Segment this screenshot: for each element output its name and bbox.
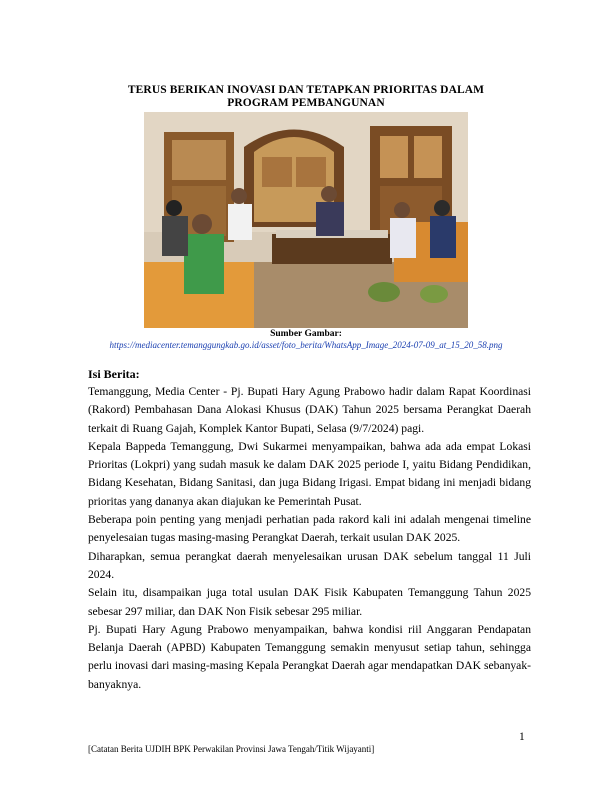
title-line-2: PROGRAM PEMBANGUNAN: [227, 97, 385, 109]
article-body: [88, 383, 531, 694]
section-heading: Isi Berita:: [88, 367, 140, 381]
caption-source-link[interactable]: https://mediacenter.temanggungkab.go.id/asset/foto_berita/WhatsApp_Image_2024-07-09_at_15_20_58.png: [109, 340, 503, 350]
paragraph-1: Temanggung, Media Center - Pj. Bupati Hary Agung Prabowo hadir dalam Rapat Koordinasi (Rakord) Pembahasan Dana Alokasi Khusus (DAK) Tahun 2025 bersama Perangkat Daerah terkait di Ruang Gajah, Komplek Kantor Bupati, Selasa (9/7/2024) pagi.: [88, 385, 531, 435]
document-title: [90, 84, 522, 110]
title-line-1: TERUS BERIKAN INOVASI DAN TETAPKAN PRIORITAS DALAM: [127, 84, 485, 96]
paragraph-2: Kepala Bappeda Temanggung, Dwi Sukarmei menyampaikan, bahwa ada ada empat Lokasi Prioritas (Lokpri) yang sudah masuk ke dalam DAK 2025 periode I, yaitu Bidang Pendidikan, Bidang Kesehatan, Bidang Sanitasi, dan juga Bidang Irigasi. Empat bidang ini menjadi bidang prioritas yang dananya akan diajukan ke Pemerintah Pusat.: [88, 439, 531, 508]
photo-caption: [60, 329, 552, 351]
page-number: 1: [519, 731, 525, 743]
news-photo: [144, 112, 468, 328]
paragraph-6: Pj. Bupati Hary Agung Prabowo menyampaikan, bahwa kondisi riil Anggaran Pendapatan Belanja Daerah (APBD) Kabupaten Temanggung semakin menyusut setiap tahun, sehingga perlu inovasi dari masing-masing Kepala Perangkat Daerah agar mendapatkan DAK sebanyak-banyaknya.: [88, 622, 531, 691]
paragraph-4: Diharapkan, semua perangkat daerah menyelesaikan urusan DAK sebelum tanggal 11 Juli 2024.: [88, 549, 531, 581]
caption-label: Sumber Gambar:: [270, 329, 342, 339]
paragraph-5: Selain itu, disampaikan juga total usulan DAK Fisik Kabupaten Temanggung Tahun 2025 sebesar 297 miliar, dan DAK Non Fisik sebesar 295 miliar.: [88, 586, 531, 618]
paragraph-3: Beberapa poin penting yang menjadi perhatian pada rakord kali ini adalah mengenai timeline penyelesaian tugas masing-masing Perangkat Daerah, terkait usulan DAK 2025.: [88, 513, 531, 545]
footer-note: [Catatan Berita UJDIH BPK Perwakilan Provinsi Jawa Tengah/Titik Wijayanti]: [88, 744, 375, 754]
